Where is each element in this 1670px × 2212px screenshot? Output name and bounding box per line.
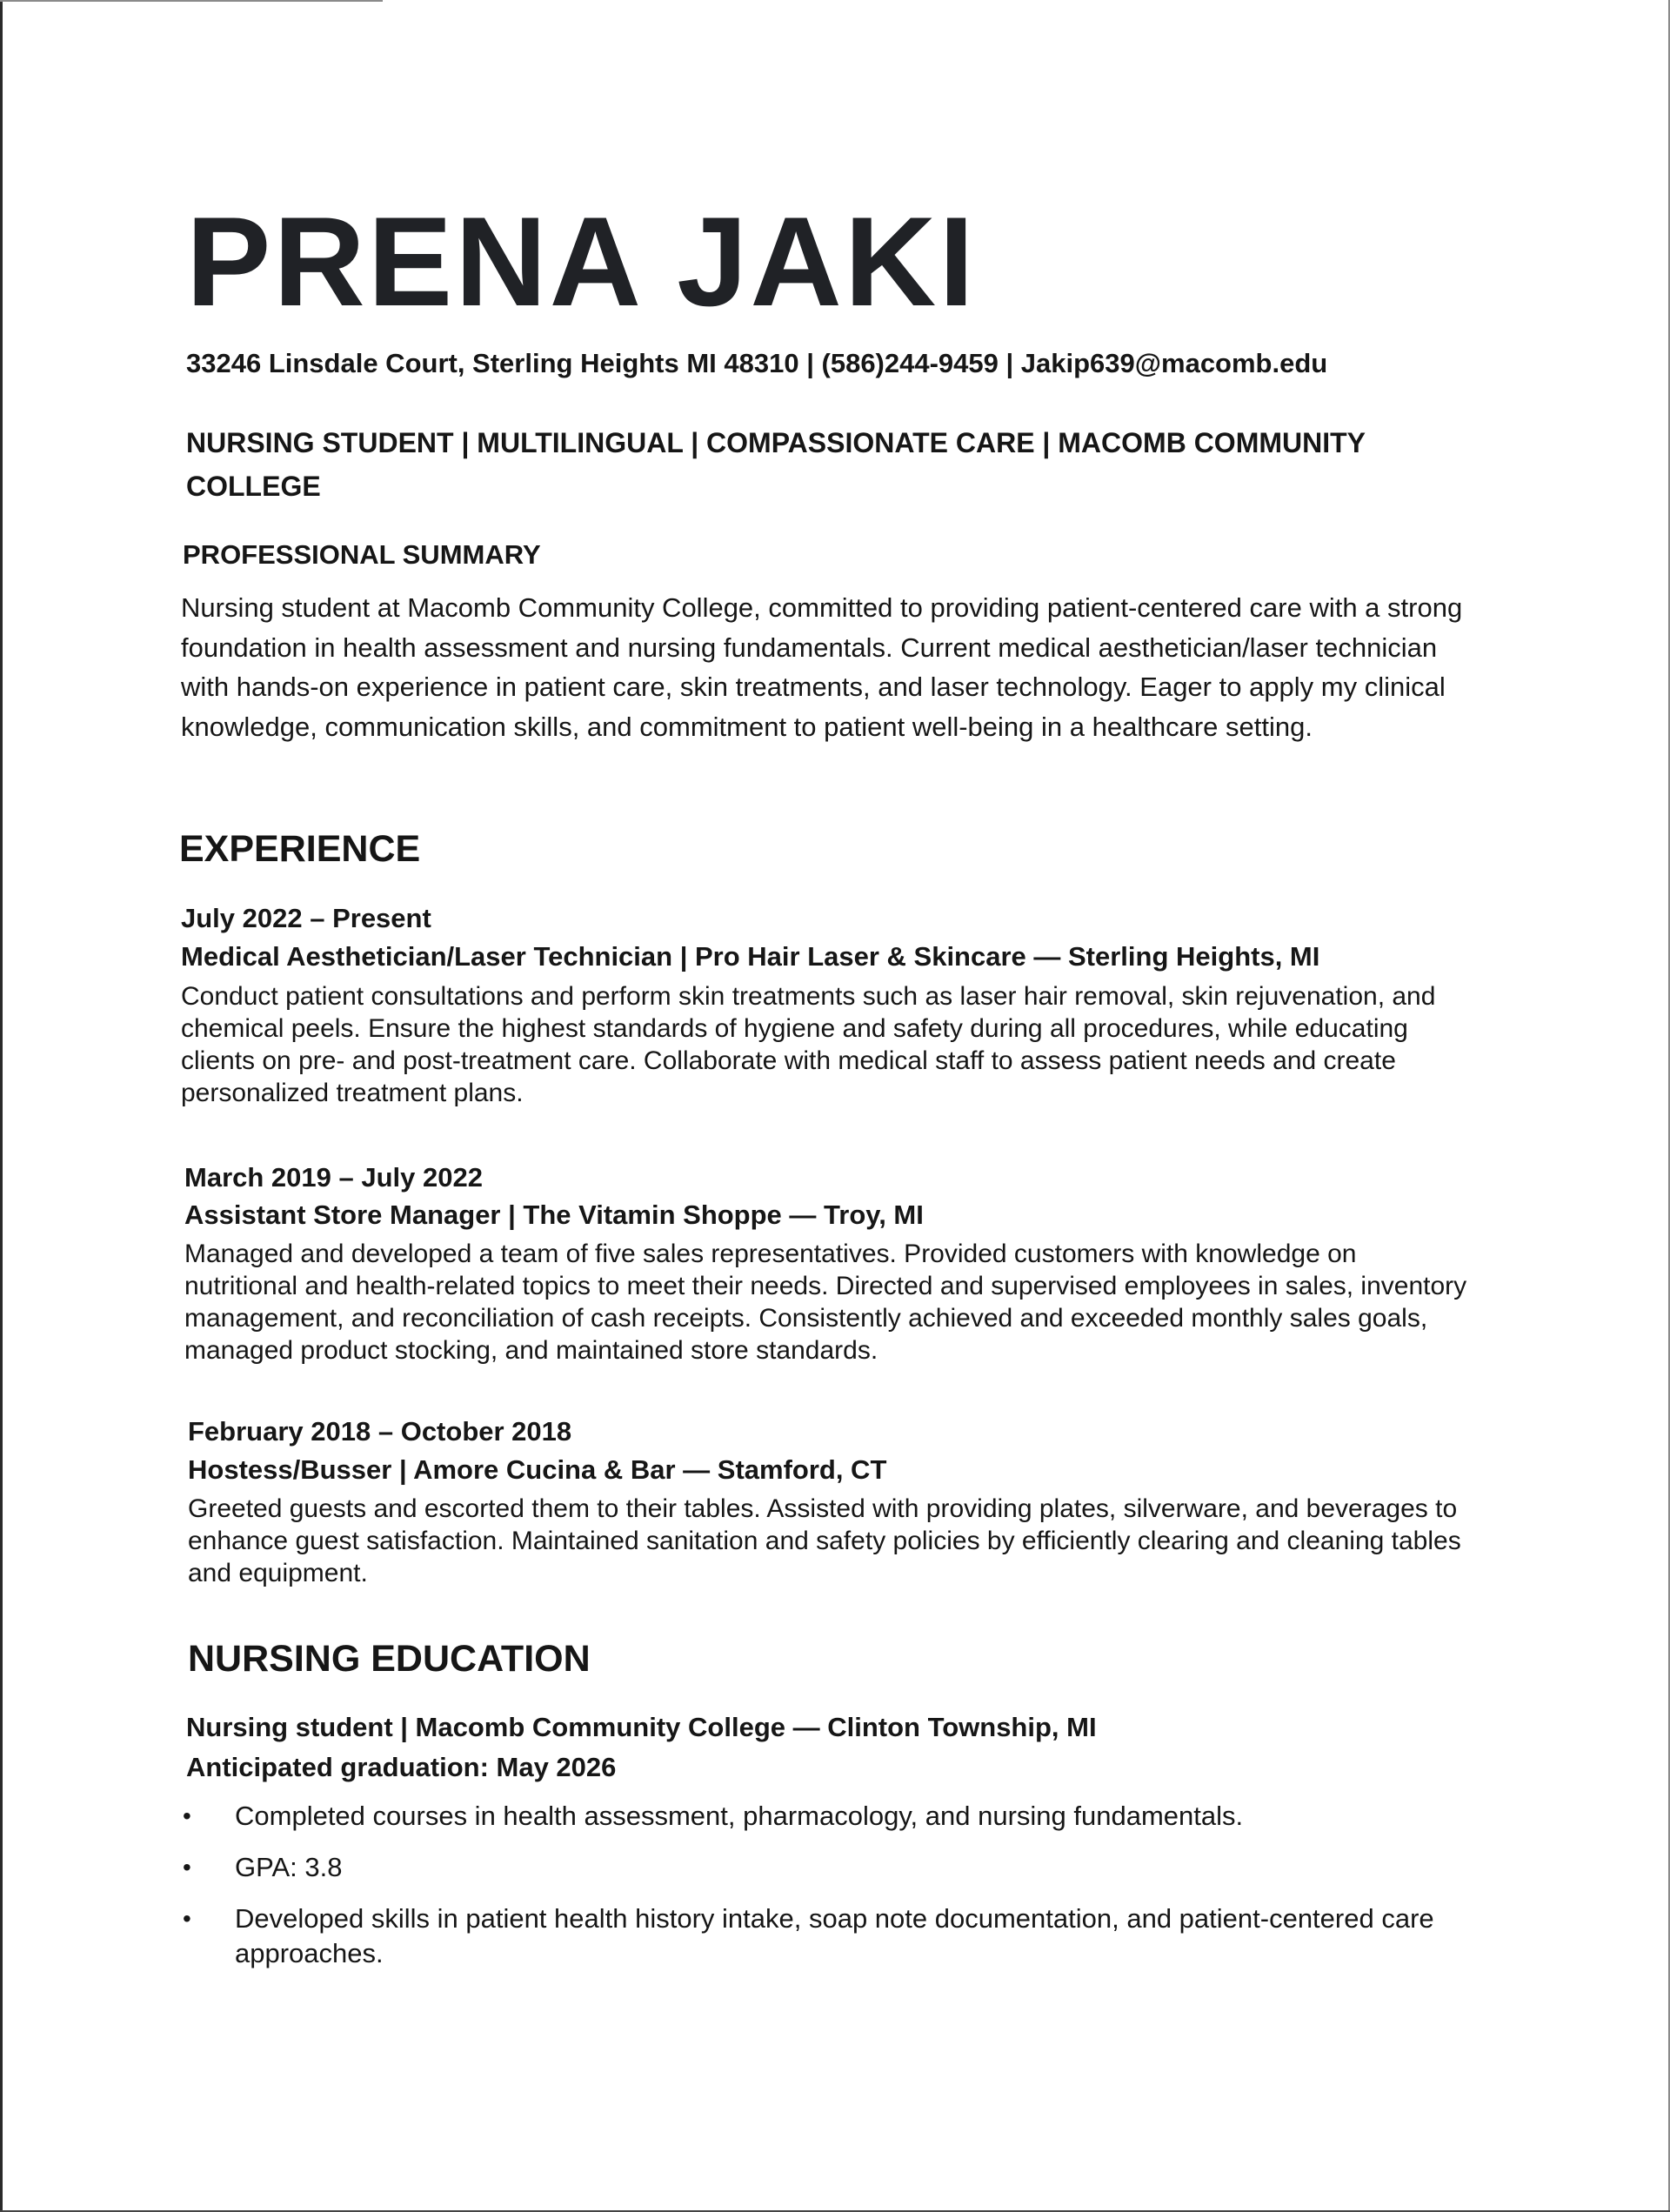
job-dates: March 2019 – July 2022 [184,1162,483,1193]
education-school: Nursing student | Macomb Community College — Clinton Township, MI [186,1712,1097,1742]
education-bullet-list [181,1799,1468,1988]
job-dates: February 2018 – October 2018 [188,1416,572,1447]
contact-line: 33246 Linsdale Court, Sterling Heights MI 48310 | (586)244-9459 | Jakip639@macomb.edu [186,348,1328,378]
candidate-name: PRENA JAKI [186,190,977,332]
bullet-icon: • [183,1802,191,1829]
summary-heading: PROFESSIONAL SUMMARY [183,539,541,570]
list-item [181,1799,1468,1834]
bullet-icon: • [183,1854,191,1881]
education-heading: NURSING EDUCATION [188,1638,591,1680]
list-item [181,1850,1468,1885]
job-description: Greeted guests and escorted them to their tables. Assisted with providing plates, silverware, and beverages to enhance guest satisfaction. Maintained sanitation and safety policies by efficiently clearing and cleaning tables and equipment. [188,1494,1461,1587]
job-description: Managed and developed a team of five sales representatives. Provided customers with knowledge on nutritional and health-related topics to meet their needs. Directed and supervised employees in sales, inventory management, and reconciliation of cash receipts. Consistently achieved and exceeded monthly sales goals, managed product stocking, and maintained store standards. [184,1240,1467,1365]
list-item [181,1901,1468,1971]
summary-text: Nursing student at Macomb Community College, committed to providing patient-centered care with a strong foundation in health assessment and nursing fundamentals. Current medical aesthetician/laser technician with hands-on experience in patient care, skin treatments, and laser technology. Eager to apply my clinical knowledge, communication skills, and commitment to patient well-being in a healthcare setting. [181,592,1463,742]
job-dates: July 2022 – Present [181,903,431,933]
page-edge-left [0,0,3,2212]
job-title: Medical Aesthetician/Laser Technician | Pro Hair Laser & Skincare — Sterling Heights, MI [181,941,1320,972]
job-title: Hostess/Busser | Amore Cucina & Bar — Stamford, CT [188,1454,887,1485]
list-item-text: GPA: 3.8 [235,1852,343,1882]
bullet-icon: • [183,1905,191,1932]
experience-heading: EXPERIENCE [179,828,421,870]
list-item-text: Completed courses in health assessment, pharmacology, and nursing fundamentals. [235,1801,1244,1831]
job-title: Assistant Store Manager | The Vitamin Shoppe — Troy, MI [184,1200,924,1230]
page-edge-top [0,0,383,2]
list-item-text: Developed skills in patient health history intake, soap note documentation, and patient-centered care approaches. [235,1903,1434,1968]
education-graduation: Anticipated graduation: May 2026 [186,1752,617,1782]
job-description: Conduct patient consultations and perform skin treatments such as laser hair removal, skin rejuvenation, and chemical peels. Ensure the highest standards of hygiene and safety during all procedures, while educating clients on pre- and post-treatment care. Collaborate with medical staff to assess patient needs and create personalized treatment plans. [181,982,1436,1107]
tagline: NURSING STUDENT | MULTILINGUAL | COMPASSIONATE CARE | MACOMB COMMUNITY COLLEGE [186,427,1366,502]
